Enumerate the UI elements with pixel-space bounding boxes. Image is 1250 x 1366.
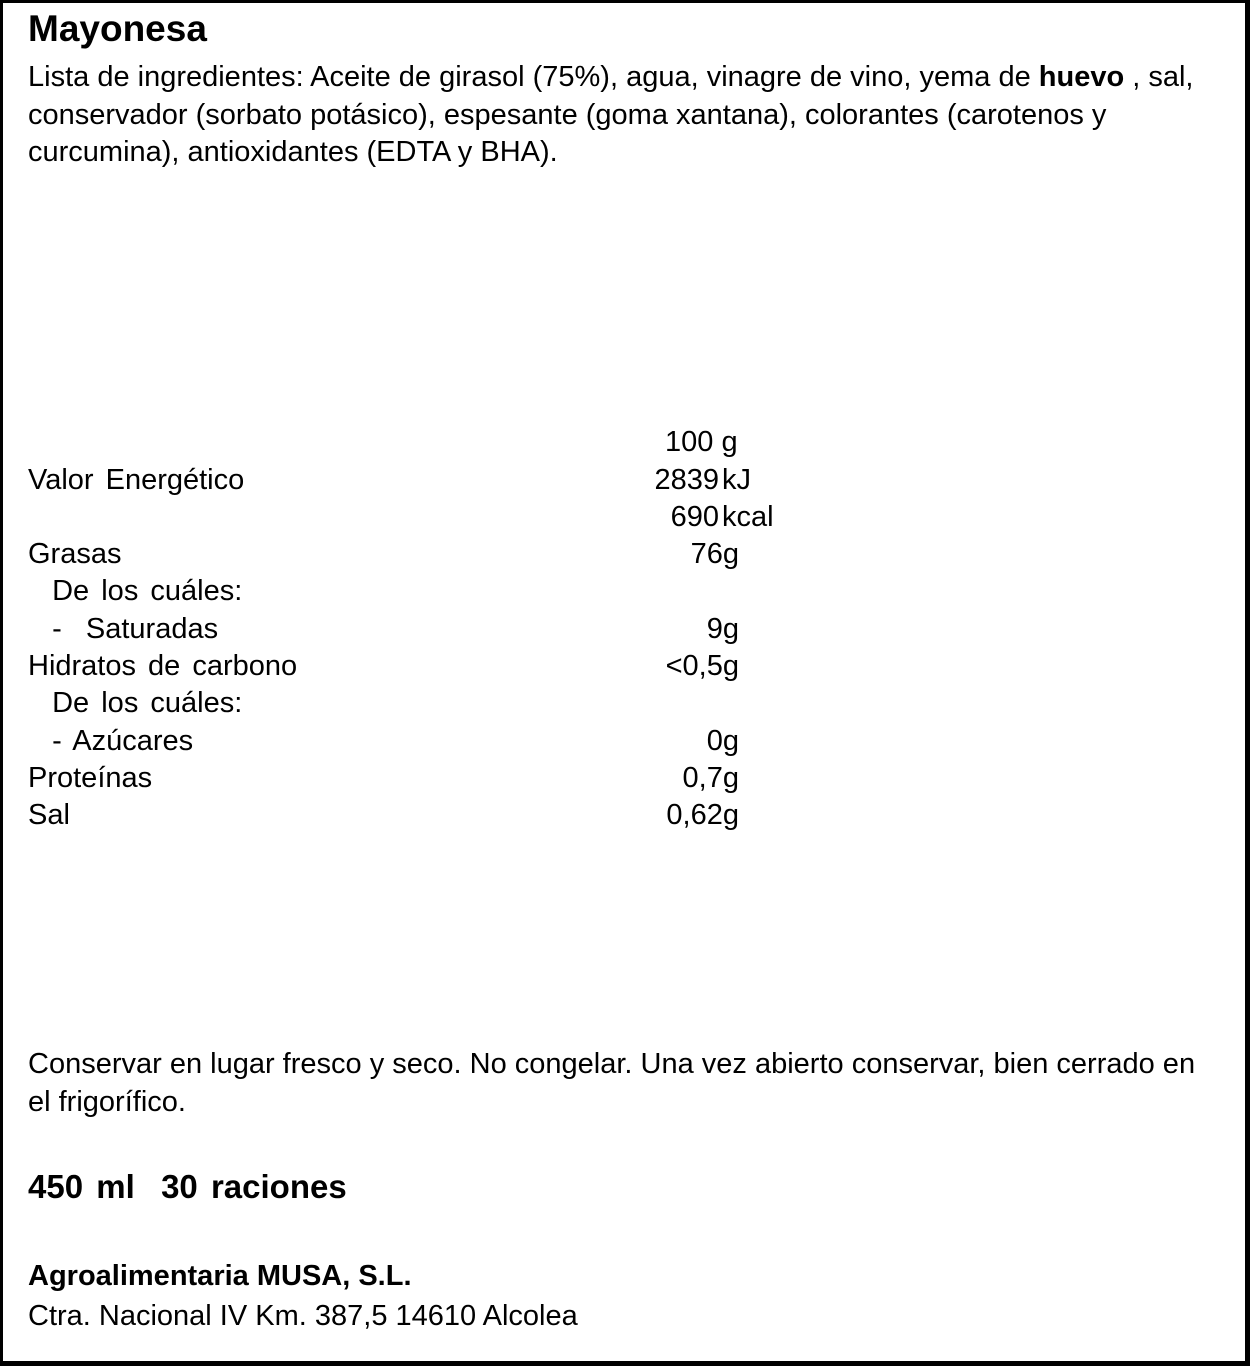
nutrition-row-label: De los cuáles: [28,575,243,607]
nutrition-row-label: De los cuáles: [28,687,243,719]
nutrition-row-label: Hidratos de carbono [28,650,298,682]
company-name: Agroalimentaria MUSA, S.L. [28,1260,412,1292]
nutrition-row-label: Grasas [28,538,122,570]
ingredients-suffix: , sal, conservador (sorbato potásico), espesante (goma xantana), colorantes (carotenos y curcumina), antioxidantes (EDTA y BHA). [28,61,1194,168]
ingredients-allergen: huevo [1038,61,1125,93]
nutrition-column-header: 100 g [665,426,738,458]
ingredients-prefix: Lista de ingredientes: Aceite de girasol (75%), agua, vinagre de vino, yema de [28,61,1039,93]
product-title: Mayonesa [28,8,207,49]
nutrition-row-label: Proteínas [28,762,153,794]
nutrition-row-value: 76g [690,538,739,570]
energy-kcal-value: 690 [670,501,719,533]
nutrition-row-value: 9g [706,613,739,645]
energy-kj-value: 2839 [654,464,719,496]
company-address: Ctra. Nacional IV Km. 387,5 14610 Alcolea [28,1300,578,1332]
package-size: 450 ml 30 raciones [28,1168,347,1205]
nutrition-row-value: <0,5g [665,650,739,682]
energy-kcal-unit: kcal [722,501,774,533]
energy-kj-unit: kJ [722,464,751,496]
ingredients-list [28,59,1218,172]
nutrition-row-value: 0,62g [666,799,739,831]
nutrition-row-label: - Azúcares [28,725,194,757]
storage-instructions: Conservar en lugar fresco y seco. No congelar. Una vez abierto conservar, bien cerrado en el frigorífico. [28,1048,1196,1118]
nutrition-row-value: 0g [706,725,739,757]
nutrition-row-label: Sal [28,799,70,831]
energy-label: Valor Energético [28,464,245,496]
nutrition-row-value: 0,7g [682,762,739,794]
nutrition-row-label: - Saturadas [28,613,219,645]
